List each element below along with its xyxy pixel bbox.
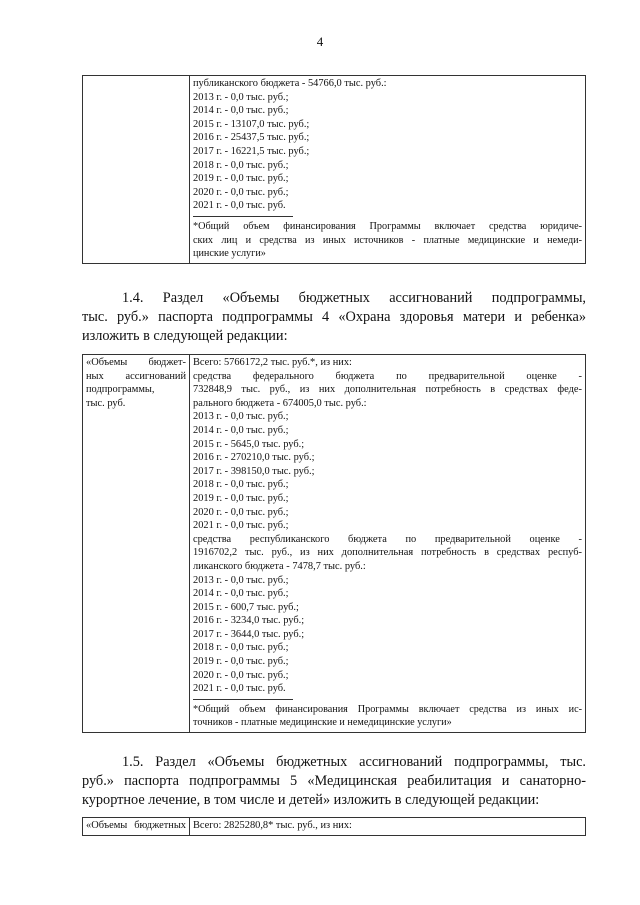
year-line: 2020 г. - 0,0 тыс. руб.; bbox=[193, 186, 289, 198]
year-line: 2016 г. - 25437,5 тыс. руб.; bbox=[193, 132, 310, 144]
table-right-cell bbox=[190, 355, 586, 733]
year-line: 2015 г. - 600,7 тыс. руб.; bbox=[193, 601, 299, 613]
funding-line: рального бюджета - 674005,0 тыс. руб.: bbox=[193, 397, 367, 409]
year-line: 2015 г. - 5645,0 тыс. руб.; bbox=[193, 438, 305, 450]
year-line: 2014 г. - 0,0 тыс. руб.; bbox=[193, 588, 289, 600]
section-1-4-paragraph bbox=[82, 289, 586, 346]
funding-line: средства республиканского бюджета по предварительной оценке - bbox=[193, 533, 582, 545]
funding-line: средства федерального бюджета по предварительной оценке - bbox=[193, 370, 582, 382]
footnote-line: точников - платные медицинские и немедицинские услуги» bbox=[193, 717, 452, 729]
footnote-line: *Общий объем финансирования Программы включает средства из иных ис- bbox=[193, 703, 582, 715]
passport-table-subprogram-5 bbox=[82, 817, 586, 836]
funding-line: публиканского бюджета - 54766,0 тыс. руб.: bbox=[193, 78, 387, 89]
paragraph-line: тыс. руб.» паспорта подпрограммы 4 «Охрана здоровья матери и ребенка» bbox=[82, 309, 586, 325]
row-header-line: «Объемы бюджетных bbox=[86, 820, 186, 831]
passport-table-continued bbox=[82, 75, 586, 264]
table-right-cell bbox=[190, 76, 586, 264]
year-line: 2016 г. - 3234,0 тыс. руб.; bbox=[193, 615, 305, 627]
funding-line: ликанского бюджета - 7478,7 тыс. руб.: bbox=[193, 560, 366, 572]
table-left-cell bbox=[83, 355, 190, 733]
year-line: 2019 г. - 0,0 тыс. руб.; bbox=[193, 656, 289, 668]
paragraph-line: изложить в следующей редакции: bbox=[82, 328, 288, 344]
year-line: 2020 г. - 0,0 тыс. руб.; bbox=[193, 669, 289, 681]
year-line: 2020 г. - 0,0 тыс. руб.; bbox=[193, 506, 289, 518]
year-line: 2017 г. - 398150,0 тыс. руб.; bbox=[193, 465, 315, 477]
table-left-cell bbox=[83, 818, 190, 836]
year-line: 2018 г. - 0,0 тыс. руб.; bbox=[193, 159, 289, 171]
row-header-line: «Объемы бюджет- bbox=[86, 357, 186, 368]
year-line: 2019 г. - 0,0 тыс. руб.; bbox=[193, 173, 289, 185]
year-line: 2014 г. - 0,0 тыс. руб.; bbox=[193, 424, 289, 436]
year-line: 2016 г. - 270210,0 тыс. руб.; bbox=[193, 452, 315, 464]
year-line: 2017 г. - 16221,5 тыс. руб.; bbox=[193, 145, 310, 157]
year-line: 2019 г. - 0,0 тыс. руб.; bbox=[193, 492, 289, 504]
year-line: 2013 г. - 0,0 тыс. руб.; bbox=[193, 574, 289, 586]
section-1-5-paragraph bbox=[82, 753, 586, 810]
paragraph-line: 1.4. Раздел «Объемы бюджетных ассигнований подпрограммы, bbox=[122, 290, 586, 306]
row-header-line: тыс. руб. bbox=[86, 397, 126, 409]
year-line: 2013 г. - 0,0 тыс. руб.; bbox=[193, 91, 289, 103]
footnote-line: ских лиц и средства из иных источников - платные медицинские и немеди- bbox=[193, 234, 582, 246]
table-right-cell bbox=[190, 818, 586, 836]
year-line: 2021 г. - 0,0 тыс. руб. bbox=[193, 200, 286, 212]
paragraph-line: руб.» паспорта подпрограммы 5 «Медицинская реабилитация и санаторно- bbox=[82, 773, 586, 789]
year-line: 2014 г. - 0,0 тыс. руб.; bbox=[193, 105, 289, 117]
page-number: 4 bbox=[316, 34, 324, 49]
year-line: 2018 г. - 0,0 тыс. руб.; bbox=[193, 642, 289, 654]
total-line: Всего: 2825280,8* тыс. руб., из них: bbox=[193, 820, 352, 831]
year-line: 2021 г. - 0,0 тыс. руб. bbox=[193, 683, 286, 695]
year-line: 2021 г. - 0,0 тыс. руб.; bbox=[193, 520, 289, 532]
passport-table-subprogram-4 bbox=[82, 354, 586, 733]
funding-line: 1916702,2 тыс. руб., из них дополнительная потребность в средствах респуб- bbox=[193, 547, 582, 559]
footnote-rule bbox=[193, 216, 293, 217]
total-line: Всего: 5766172,2 тыс. руб.*, из них: bbox=[193, 357, 352, 368]
funding-line: 732848,9 тыс. руб., из них дополнительная потребность в средствах феде- bbox=[193, 384, 582, 396]
paragraph-line: 1.5. Раздел «Объемы бюджетных ассигнований подпрограммы, тыс. bbox=[122, 754, 586, 770]
paragraph-line: курортное лечение, в том числе и детей» изложить в следующей редакции: bbox=[82, 792, 540, 808]
footnote-rule bbox=[193, 699, 293, 700]
year-line: 2018 г. - 0,0 тыс. руб.; bbox=[193, 479, 289, 491]
row-header-line: ных ассигнований bbox=[86, 370, 186, 382]
year-line: 2013 г. - 0,0 тыс. руб.; bbox=[193, 411, 289, 423]
table-left-cell-empty bbox=[83, 76, 190, 264]
footnote-line: цинские услуги» bbox=[193, 248, 266, 260]
row-header-line: подпрограммы, bbox=[86, 384, 155, 396]
footnote-line: *Общий объем финансирования Программы включает средства юридиче- bbox=[193, 220, 582, 232]
year-line: 2017 г. - 3644,0 тыс. руб.; bbox=[193, 628, 305, 640]
year-line: 2015 г. - 13107,0 тыс. руб.; bbox=[193, 118, 310, 130]
